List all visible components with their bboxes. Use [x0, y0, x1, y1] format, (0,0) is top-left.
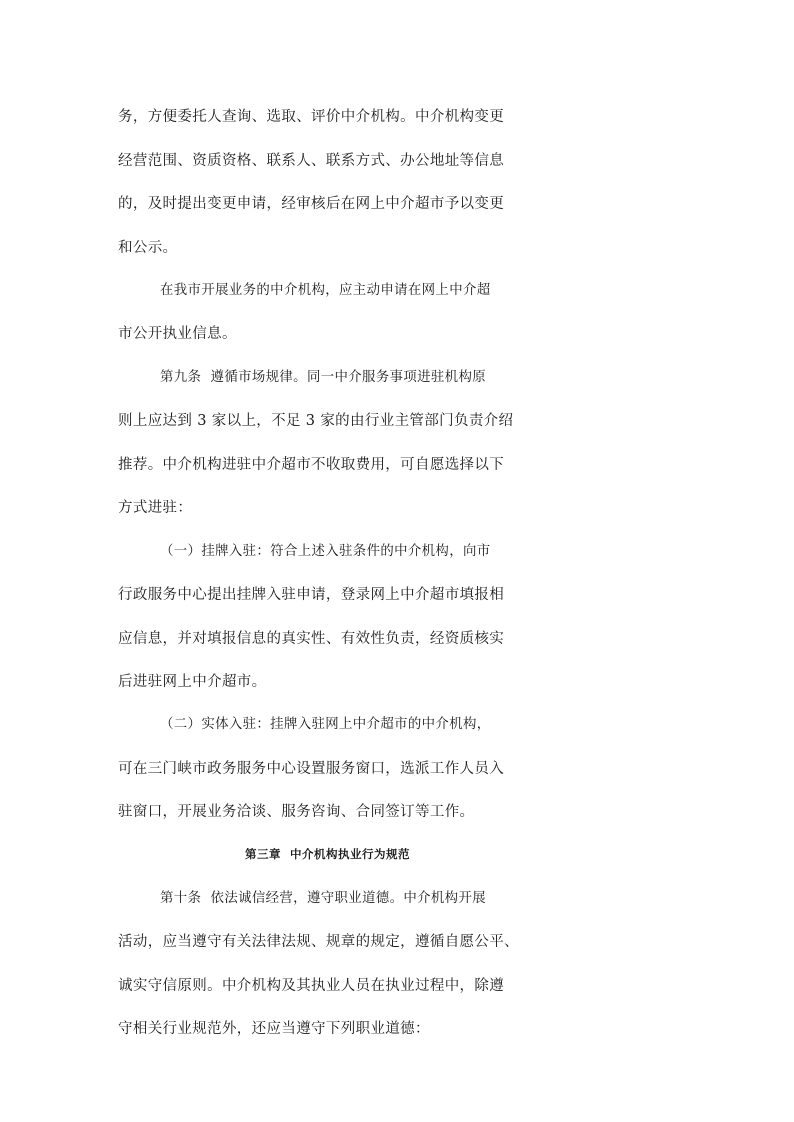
text-line: （二）实体入驻：挂牌入驻网上中介超市的中介机构， [160, 717, 491, 732]
text-line: 和公示。 [118, 240, 178, 256]
text-line: 驻窗口，开展业务洽谈、服务咨询、合同签订等工作。 [118, 804, 475, 820]
text-line: 第九条 遵循市场规律。同一中介服务事项进驻机构原 [160, 370, 486, 385]
text-line: 推荐。中介机构进驻中介超市不收取费用，可自愿选择以下 [118, 457, 505, 473]
text-line: 守相关行业规范外，还应当遵守下列职业道德： [118, 1021, 430, 1037]
text-line: 第十条 依法诚信经营，遵守职业道德。中介机构开展 [160, 891, 486, 906]
text-line: 可在三门峡市政务服务中心设置服务窗口，选派工作人员入 [118, 761, 505, 777]
text-line: 务，方便委托人查询、选取、评价中介机构。中介机构变更 [118, 109, 505, 125]
text-line: 诚实守信原则。中介机构及其执业人员在执业过程中，除遵 [118, 978, 505, 994]
text-line: 的，及时提出变更申请，经审核后在网上中介超市予以变更 [118, 196, 505, 212]
text-line: 经营范围、资质资格、联系人、联系方式、办公地址等信息 [118, 153, 505, 169]
text-line: 活动，应当遵守有关法律法规、规章的规定，遵循自愿公平、 [118, 934, 519, 950]
text-line: （一）挂牌入驻：符合上述入驻条件的中介机构，向市 [160, 544, 491, 559]
chapter-heading: 第三章 中介机构执业行为规范 [245, 847, 411, 861]
text-line: 市公开执业信息。 [118, 326, 237, 342]
text-line: 行政服务中心提出挂牌入驻申请，登录网上中介超市填报相 [118, 587, 505, 603]
text-line: 应信息，并对填报信息的真实性、有效性负责，经资质核实 [118, 631, 505, 647]
text-line: 在我市开展业务的中介机构，应主动申请在网上中介超 [160, 283, 491, 298]
text-line: 方式进驻： [118, 500, 193, 516]
text-line: 后进驻网上中介超市。 [118, 674, 267, 690]
text-line: 则上应达到 3 家以上，不足 3 家的由行业主管部门负责介绍 [118, 413, 514, 429]
